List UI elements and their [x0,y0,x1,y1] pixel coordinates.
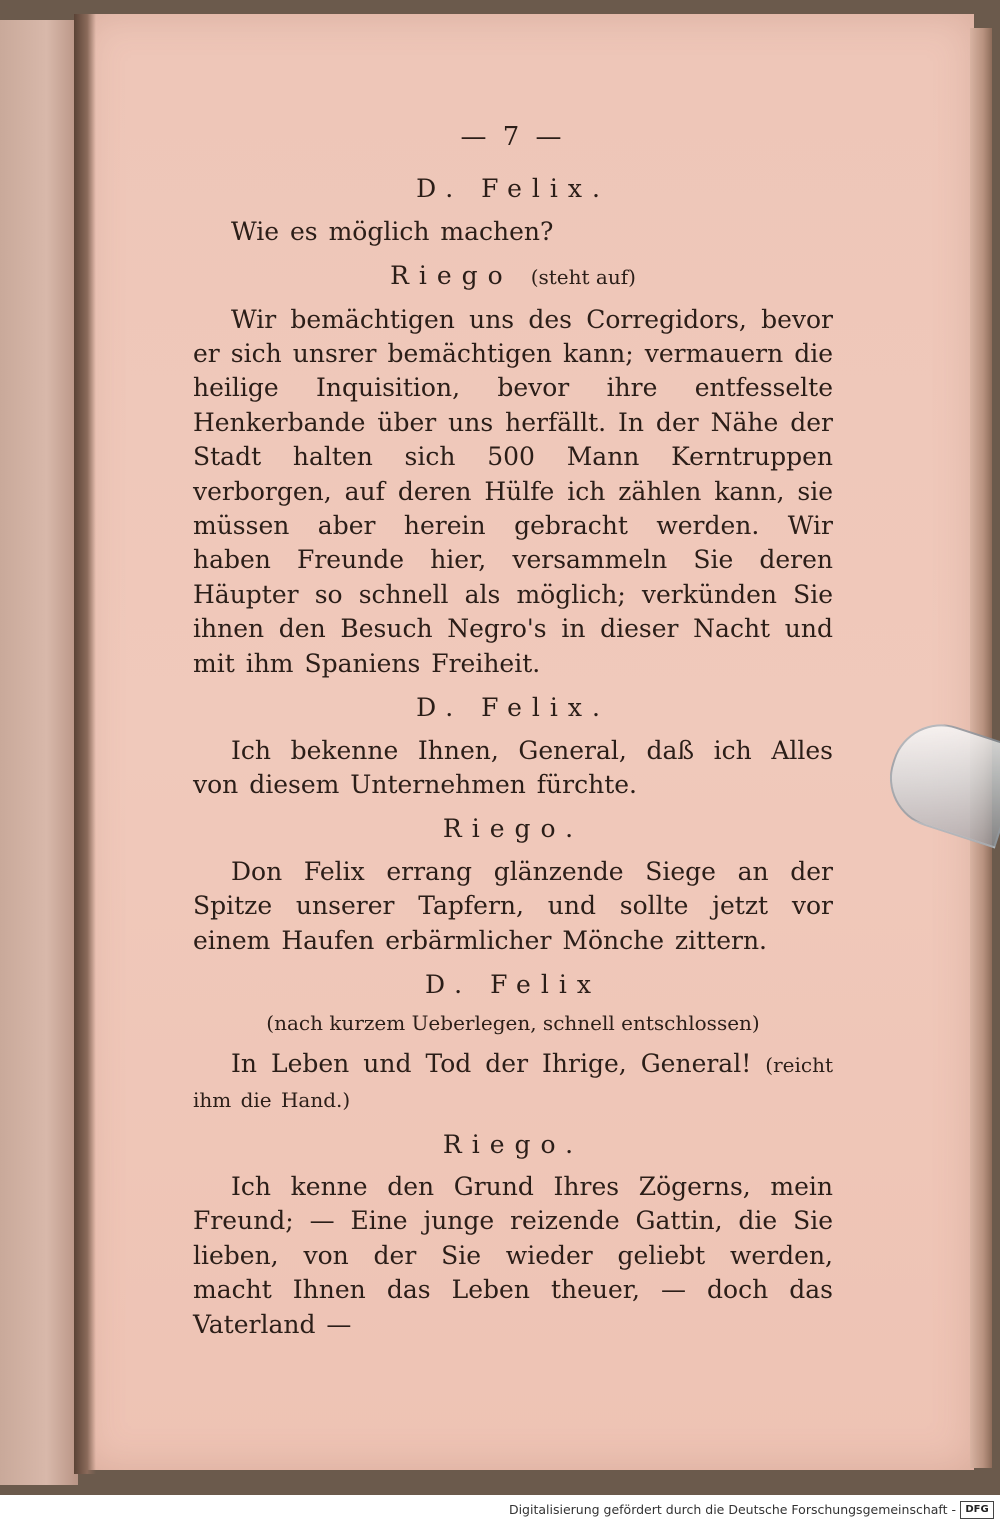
speaker-heading [193,691,833,725]
dialogue-paragraph: Don Felix errang glänzende Siege an der Spitze unserer Tapfern, und sollte jetzt vor einem Haufen erbärmlicher Mönche zittern. [193,856,833,955]
funding-credit: Digitalisierung gefördert durch die Deutsche Forschungsgemeinschaft - [508,1502,956,1517]
dialogue-paragraph: Ich kenne den Grund Ihres Zögerns, mein Freund; — Eine junge reizende Gattin, die Sie lieben, von der Sie wieder geliebt werden, macht Ihnen das Leben theuer, — doch das Vaterland — [193,1171,833,1339]
stage-direction: (reicht ihm die Hand.) [193,1052,833,1113]
speaker-name: Riego. [442,814,584,844]
dialogue-paragraph [193,1047,833,1118]
speaker-heading [193,968,833,1002]
dialogue-paragraph: Wie es möglich machen? [231,216,554,246]
stage-direction: (nach kurzem Ueberlegen, schnell entschlossen) [266,1011,760,1036]
speaker-heading [193,1128,833,1162]
footer-bar [0,1497,1000,1523]
speaker-heading [193,172,833,206]
dialogue-paragraph: Wir bemächtigen uns des Corregidors, bevor er sich unsrer bemächtigen kann; vermauern die heilige Inquisition, bevor ihre entfesselte Henkerbande über uns herfällt. In der Nähe der Stadt halten sich 500 Mann Kerntruppen verborgen, auf deren Hülfe ich zählen kann, sie müssen aber herein gebracht werden. Wir haben Freunde hier, versammeln Sie deren Häupter so schnell als möglich; verkünden Sie ihnen den Besuch Negro's in dieser Nacht und mit ihm Spaniens Freiheit. [193,304,833,678]
facing-page [0,20,78,1485]
speaker-name: D. Felix. [416,693,610,723]
speaker-heading [193,259,833,294]
speaker-name: Riego. [442,1129,584,1159]
dialogue-paragraph: Ich bekenne Ihnen, General, daß ich Alles von diesem Unternehmen fürchte. [193,735,833,799]
speaker-name: D. Felix. [416,174,610,204]
dialogue-text: In Leben und Tod der Ihrige, General! [231,1048,752,1078]
speaker-name: D. Felix [425,969,601,999]
speaker-name: Riego [390,261,513,291]
stage-direction: (steht auf) [530,265,636,290]
dfg-logo: DFG [960,1501,994,1519]
page-text [193,120,833,1352]
page-number: — 7 — [460,122,566,152]
gutter-shadow [74,14,96,1474]
speaker-heading [193,812,833,846]
